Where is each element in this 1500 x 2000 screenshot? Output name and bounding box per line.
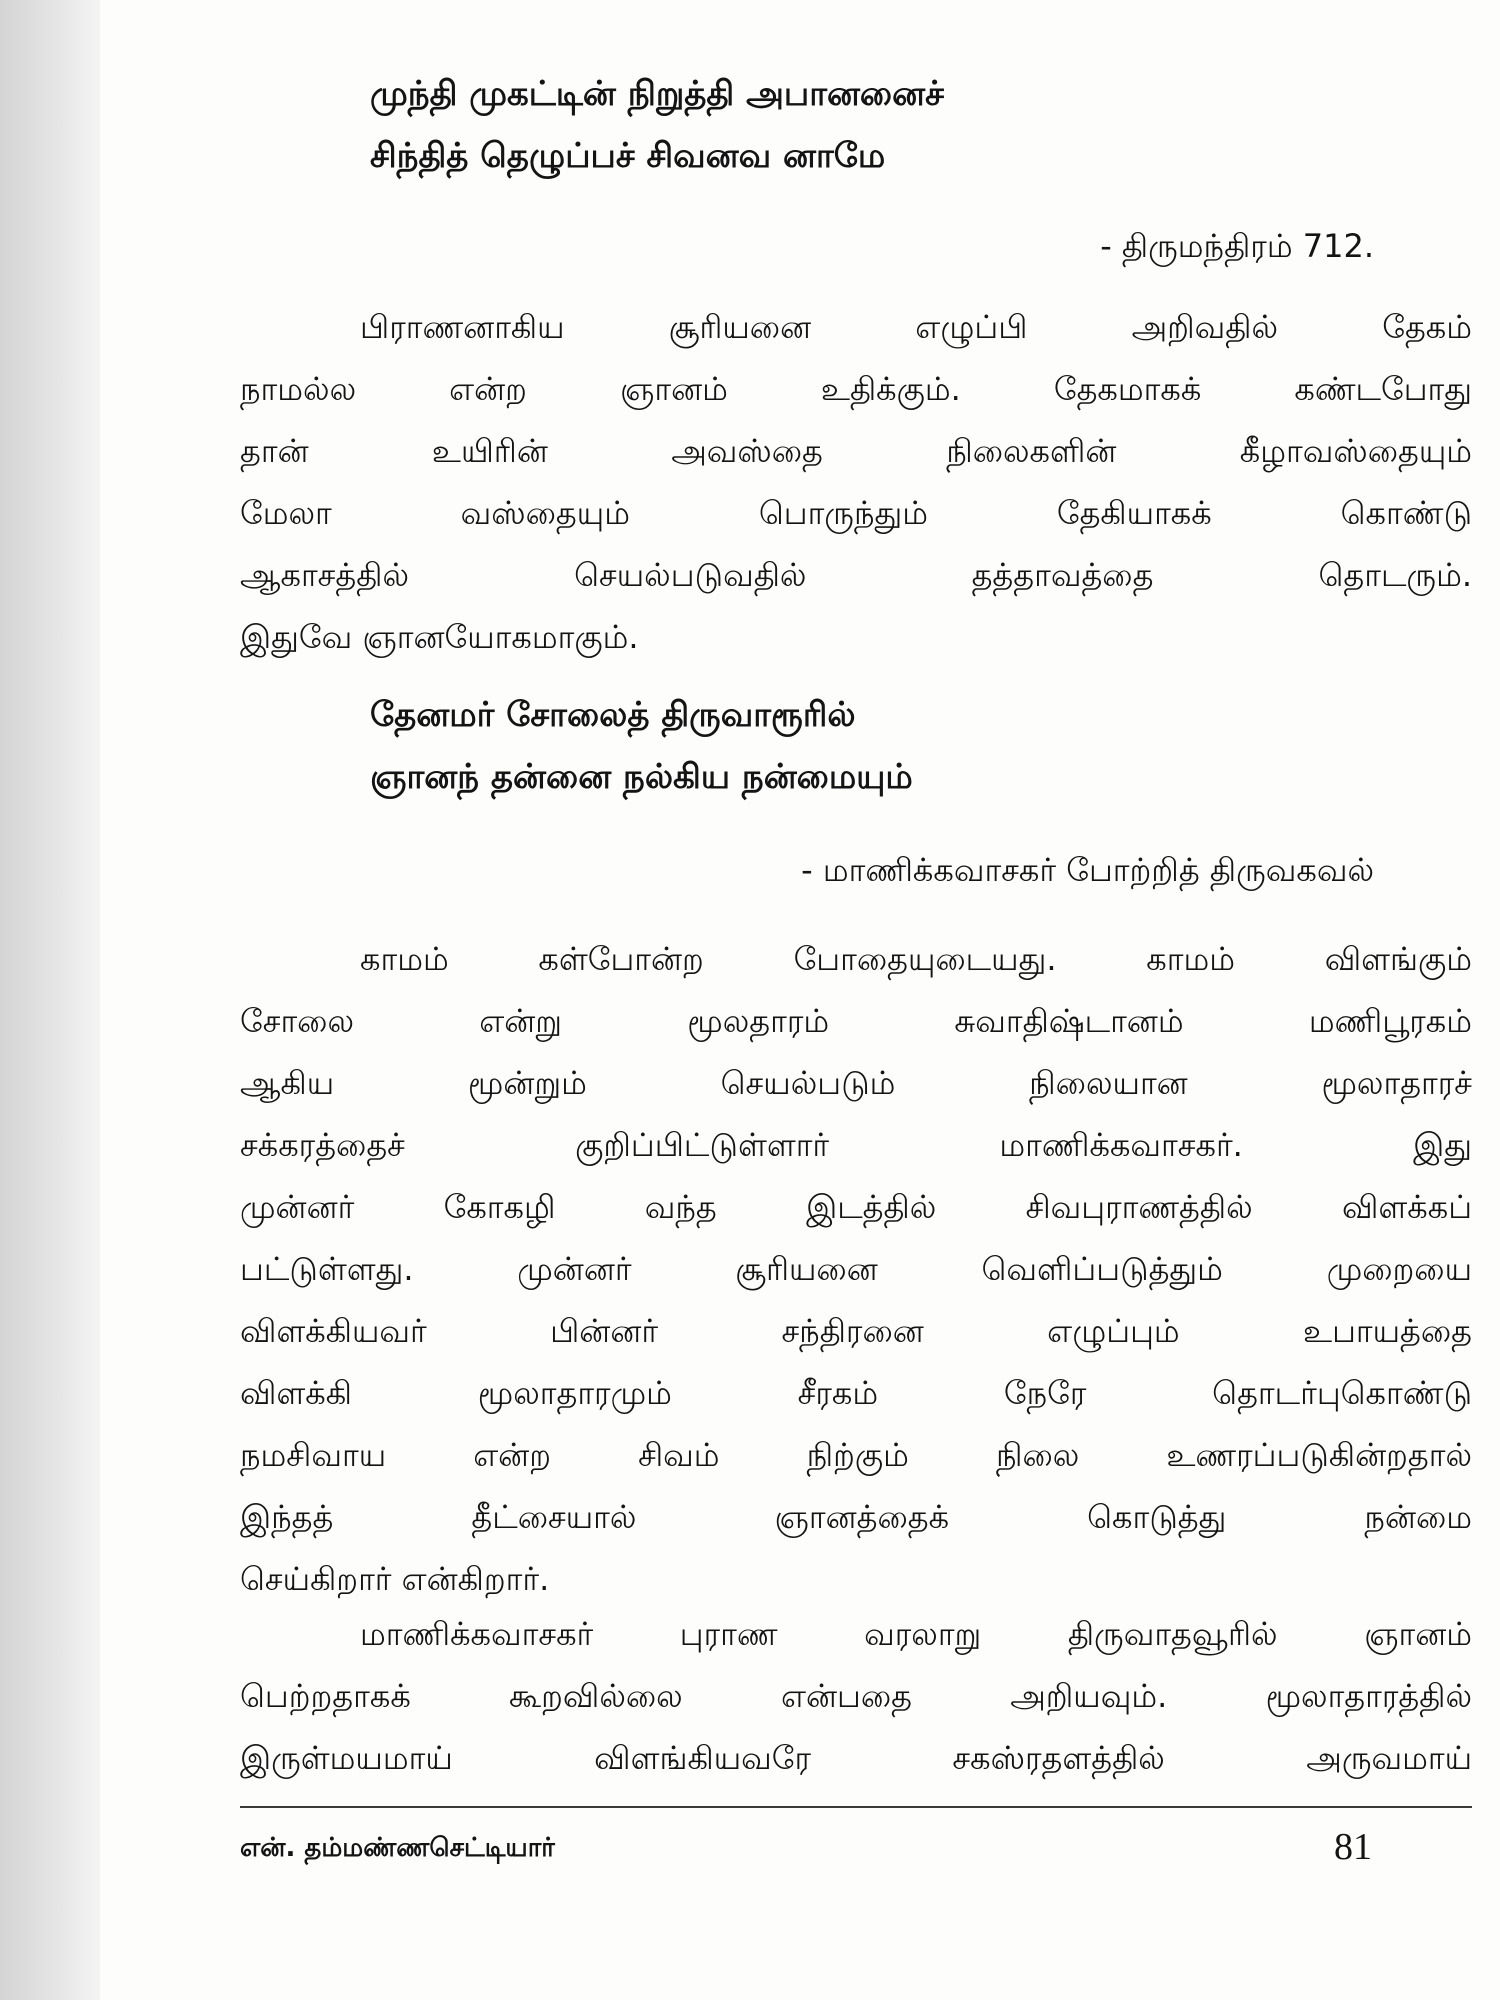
verse-line: தேனமர் சோலைத் திருவாரூரில் [370,695,856,735]
paragraph-line: விளக்கியவர் பின்னர் சந்திரனை எழுப்பும் உபாயத்தை [240,1312,1472,1350]
verse-line: முந்தி முகட்டின் நிறுத்தி அபானனைச் [370,74,944,114]
paragraph-line: பிராணனாகிய சூரியனை எழுப்பி அறிவதில் தேகம் [360,308,1472,346]
verse-thirumanthiram [370,63,1470,187]
page-gutter-shadow [0,0,100,2000]
paragraph-line: ஆகிய மூன்றும் செயல்படும் நிலையான மூலாதாரச் [240,1064,1472,1102]
paragraph-line: காமம் கள்போன்ற போதையுடையது. காமம் விளங்கும் [360,940,1472,978]
citation-thirumanthiram: - திருமந்திரம் 712. [1100,227,1374,265]
paragraph-line: நாமல்ல என்ற ஞானம் உதிக்கும். தேகமாகக் கண்டபோது [240,370,1472,408]
verse-potri-thiruvagaval [370,684,1470,808]
paragraph-line: இந்தத் தீட்சையால் ஞானத்தைக் கொடுத்து நன்மை [240,1498,1472,1536]
paragraph-3 [240,1603,1472,1789]
paragraph-line: மேலா வஸ்தையும் பொருந்தும் தேகியாகக் கொண்டு [240,494,1472,532]
book-page [100,0,1500,2000]
paragraph-line: தான் உயிரின் அவஸ்தை நிலைகளின் கீழாவஸ்தையும் [240,432,1472,470]
paragraph-line: இருள்மயமாய் விளங்கியவரே சகஸ்ரதளத்தில் அருவமாய் [240,1739,1472,1777]
footer-author: என். தம்மண்ணசெட்டியார் [240,1833,555,1863]
citation-manikkavasagar: - மாணிக்கவாசகர் போற்றித் திருவகவல் [801,851,1374,889]
paragraph-1 [240,296,1472,668]
paragraph-line: முன்னர் கோகழி வந்த இடத்தில் சிவபுராணத்தில் விளக்கப் [240,1188,1472,1226]
paragraph-line: சக்கரத்தைச் குறிப்பிட்டுள்ளார் மாணிக்கவாசகர். இது [240,1126,1472,1164]
paragraph-line: விளக்கி மூலாதாரமும் சீரகம் நேரே தொடர்புகொண்டு [240,1374,1472,1412]
footer-rule [240,1806,1472,1808]
paragraph-line: மாணிக்கவாசகர் புராண வரலாறு திருவாதவூரில் ஞானம் [360,1615,1472,1653]
paragraph-line: பட்டுள்ளது. முன்னர் சூரியனை வெளிப்படுத்தும் முறையை [240,1250,1472,1288]
paragraph-line: இதுவே ஞானயோகமாகும். [240,618,639,656]
page-number: 81 [1334,1826,1372,1868]
paragraph-line: சோலை என்று மூலதாரம் சுவாதிஷ்டானம் மணிபூரகம் [240,1002,1472,1040]
paragraph-line: ஆகாசத்தில் செயல்படுவதில் தத்தாவத்தை தொடரும். [240,556,1472,594]
verse-line: ஞானந் தன்னை நல்கிய நன்மையும் [370,757,913,797]
paragraph-line: நமசிவாய என்ற சிவம் நிற்கும் நிலை உணரப்படுகின்றதால் [240,1436,1472,1474]
paragraph-2 [240,928,1472,1610]
paragraph-line: செய்கிறார் என்கிறார். [240,1560,550,1598]
verse-line: சிந்தித் தெழுப்பச் சிவனவ னாமே [370,136,886,176]
paragraph-line: பெற்றதாகக் கூறவில்லை என்பதை அறியவும். மூலாதாரத்தில் [240,1677,1472,1715]
